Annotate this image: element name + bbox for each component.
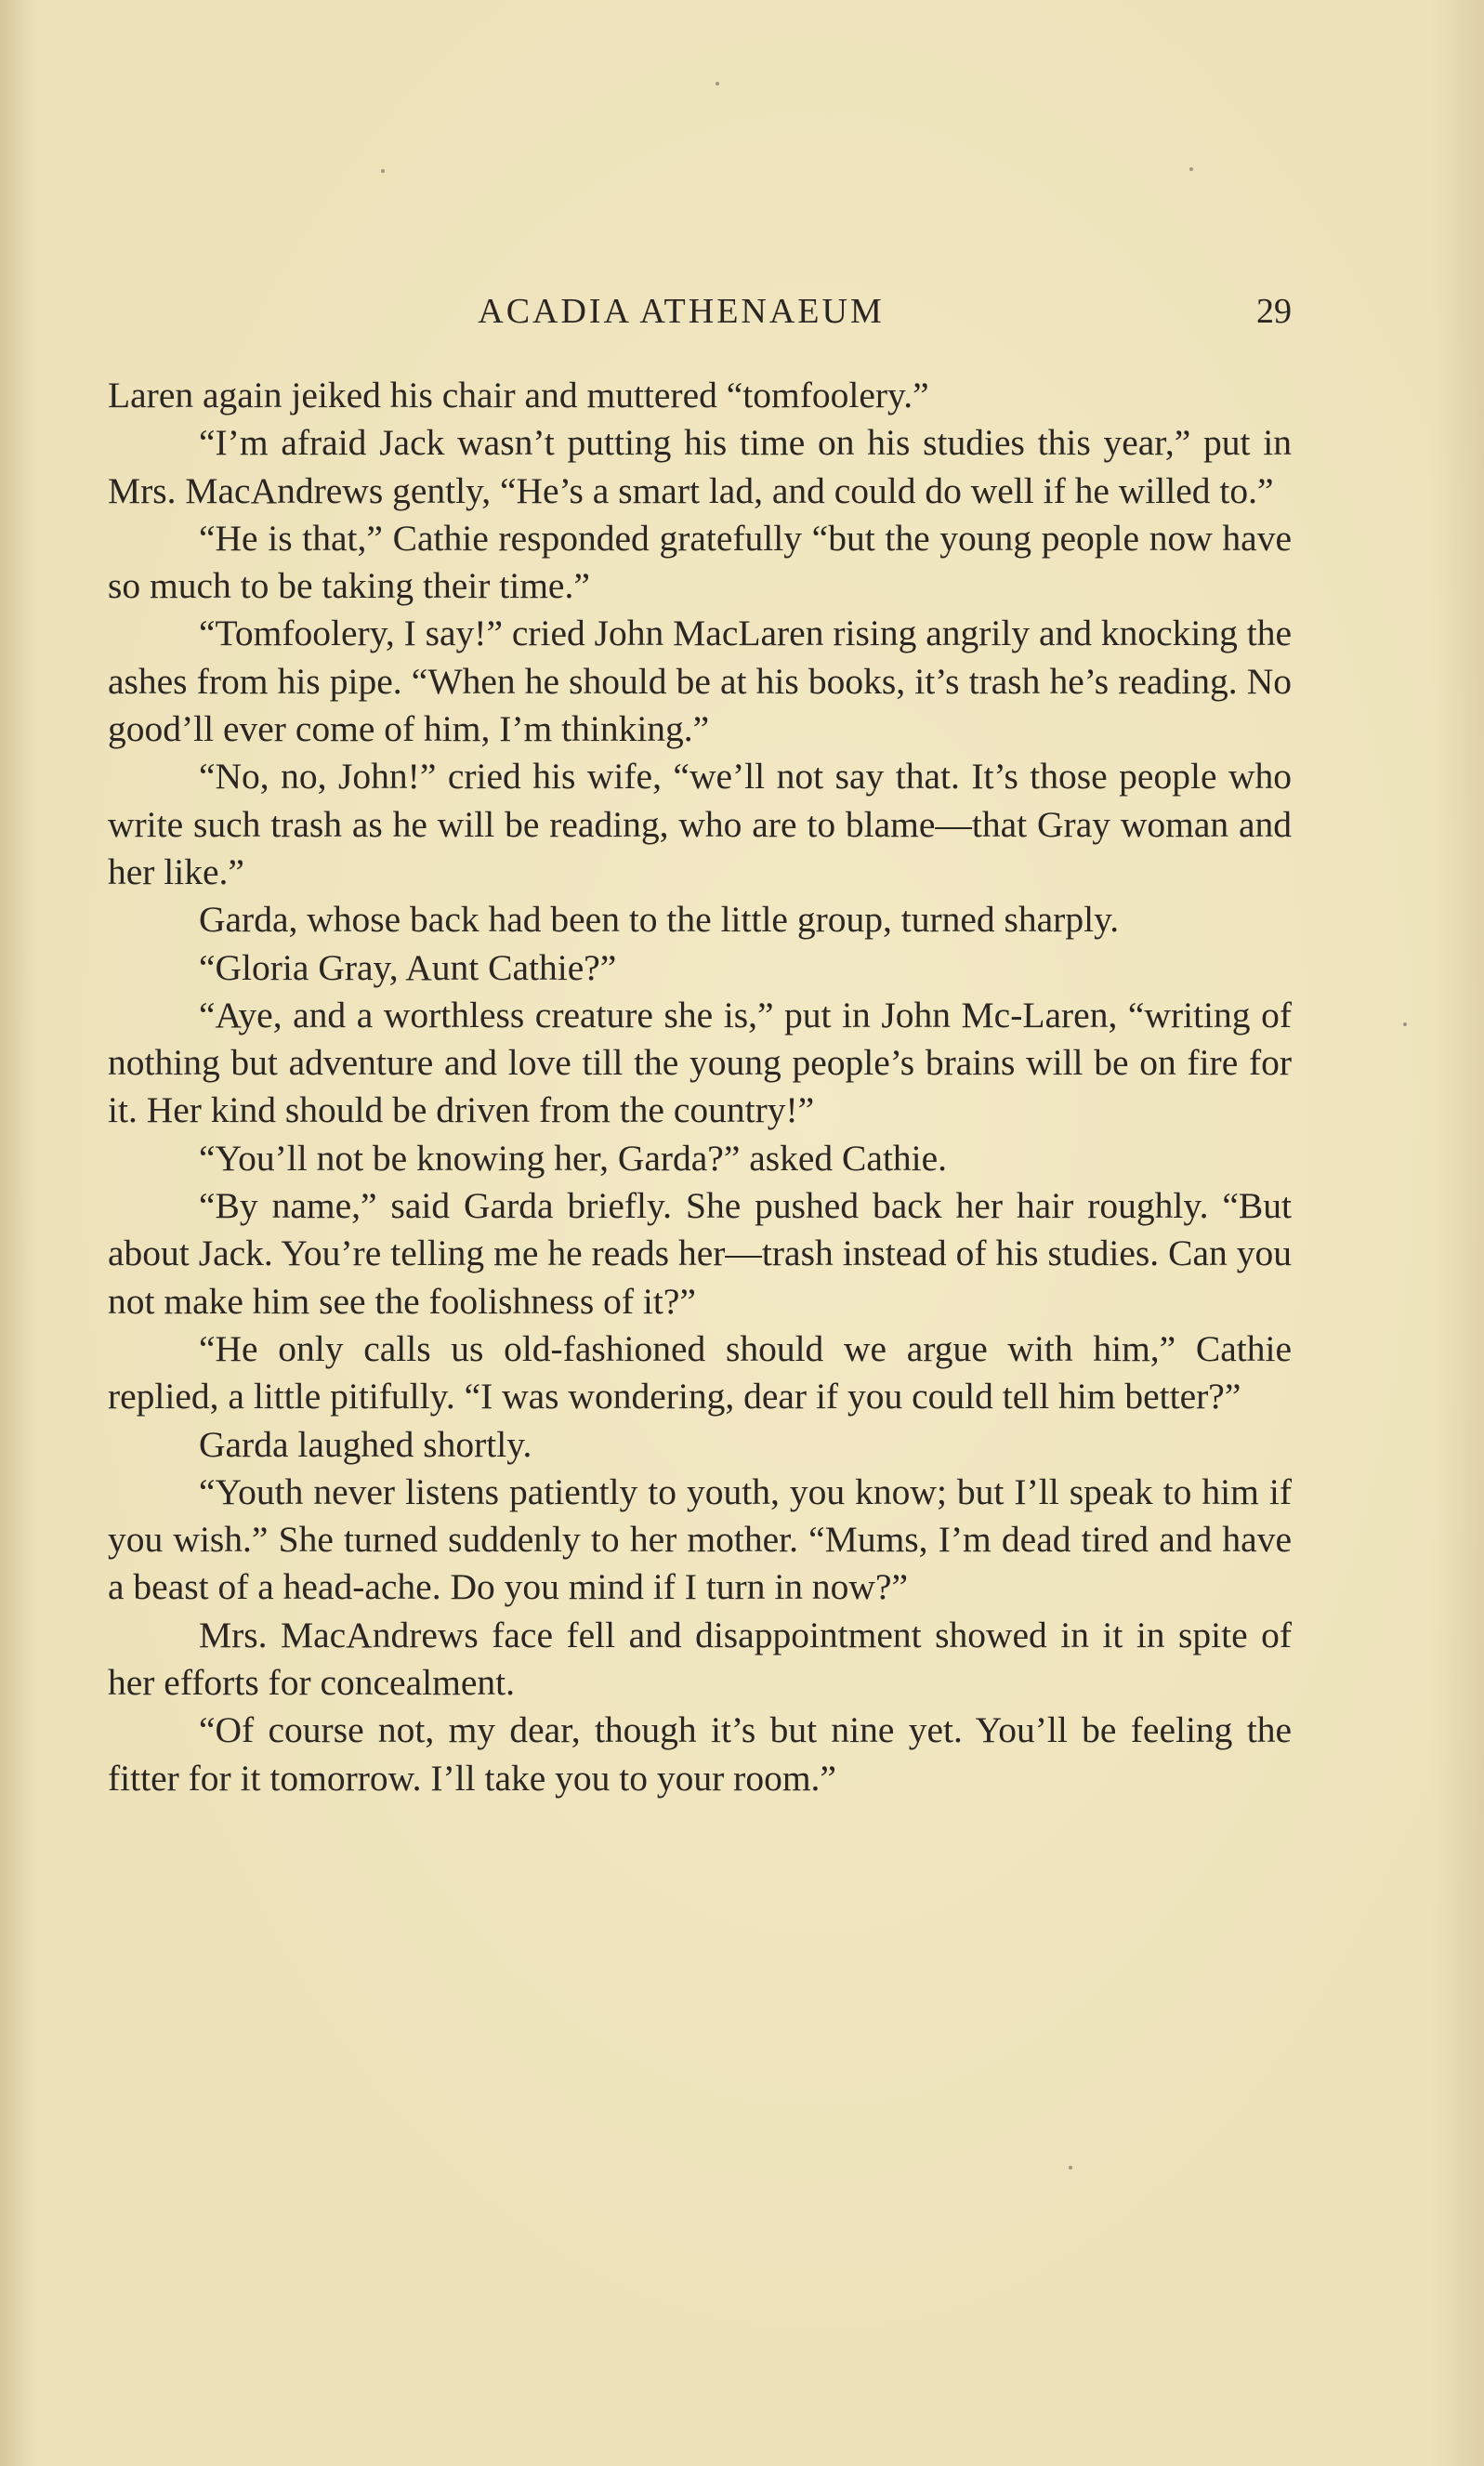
paragraph: “No, no, John!” cried his wife, “we’ll not say that. It’s those people who write such trash as he will be reading, who are to blame—that Gray woman and her like.” [108,756,1292,892]
paper-speck [381,169,385,173]
paragraph: “By name,” said Garda briefly. She pushed back her hair roughly. “But about Jack. You’re telling me he reads her—trash instead of his studies. Can you not make him see the foolishness of it?” [108,1185,1292,1322]
paragraph: Mrs. MacAndrews face fell and disappointment showed in it in spite of her efforts for concealment. [108,1614,1292,1704]
running-head [108,288,1292,335]
paragraph: “Youth never listens patiently to youth, you know; but I’ll speak to him if you wish.” She turned suddenly to her mother. “Mums, I’m dead tired and have a beast of a head-ache. Do you mind if I turn in now?” [108,1470,1292,1608]
paper-speck [1189,167,1193,171]
body-text [108,372,1292,1802]
paragraph: “Of course not, my dear, though it’s but nine yet. You’ll be feeling the fitter for it tomorrow. I’ll take you to your room.” [108,1709,1292,1799]
paragraph: Garda laughed shortly. [199,1423,532,1465]
paragraph: Garda, whose back had been to the little group, turned sharply. [199,899,1120,941]
paragraph: “You’ll not be knowing her, Garda?” asked Cathie. [199,1137,948,1179]
paragraph: “Gloria Gray, Aunt Cathie?” [199,946,617,988]
paragraph: “I’m afraid Jack wasn’t putting his time on his studies this year,” put in Mrs. MacAndrews gently, “He’s a smart lad, and could do well if he willed to.” [108,422,1292,511]
page-number: 29 [1256,292,1292,331]
paper-speck [1069,2166,1072,2169]
paragraph: “He is that,” Cathie responded gratefully “but the young people now have so much to be taking their time.” [108,517,1292,607]
paragraph: Laren again jeiked his chair and muttered “tomfoolery.” [108,375,929,415]
paper-speck [1403,1022,1407,1026]
running-title: ACADIA ATHENAEUM [478,292,885,331]
paragraph: “He only calls us old-fashioned should we argue with him,” Cathie replied, a little pitifully. “I was wondering, dear if you could tell him better?” [108,1327,1292,1418]
paragraph: “Tomfoolery, I say!” cried John MacLaren rising angrily and knocking the ashes from his pipe. “When he should be at his books, it’s trash he’s reading. No good’ll ever come of him, I’m thinking.” [108,613,1292,750]
paper-speck [716,82,719,86]
paragraph: “Aye, and a worthless creature she is,” put in John Mc-Laren, “writing of nothing but adventure and love till the young people’s brains will be on fire for it. Her kind should be driven from the country!” [108,994,1292,1131]
